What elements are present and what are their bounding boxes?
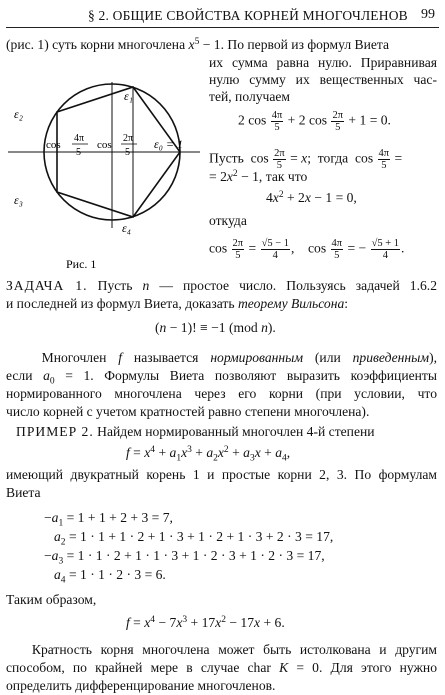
def-line-1: Многочлен f называется нормированным (или приведенным), [6, 350, 437, 365]
label-e1: ε₁ [124, 89, 133, 103]
def-line-4: число корней с учетом кратностей равно степени многочлена). [6, 404, 370, 419]
substitution-line: Пусть cos $\frac{2\pi}{5}$ = x; тогда cos $\frac{4\pi}{5}$ = [209, 148, 403, 171]
equation-1: 2 cos $\frac{4\pi}{5}$ + 2 cos $\frac{2\pi}{5}$ + 1 = 0. [238, 110, 391, 133]
def-line-2: если $a_0 = 1$. Формулы Виета позволяют выразить коэффициенты [6, 368, 437, 387]
example-line-2: имеющий двукратный корень 1 и простые корни 2, 3. По формулам [6, 467, 437, 482]
label-e0: ε₀ = 1 [154, 137, 183, 151]
svg-text:cos: cos [97, 139, 112, 151]
example-2-heading: ПРИМЕР 2. Найдем нормированный многочлен 4-й степени [16, 424, 375, 439]
intro-line-4: тей, получаем [209, 89, 291, 104]
svg-text:4π: 4π [74, 133, 85, 144]
vieta-row-3: $-a_3 = 1 \cdot 1 \cdot 2 + 1 \cdot 1 \cdot 3 + 1 \cdot 2 \cdot 3 + 1 \cdot 2 \cdot 3 = 17$, [44, 548, 325, 567]
label-cos-2pi-5 [97, 133, 137, 158]
closing-line-1: Кратность корня многочлена может быть истолкована и другим [31, 642, 437, 657]
label-cos-4pi-5 [46, 133, 88, 158]
intro-line-3: нулю сумму их вещественных час- [209, 72, 437, 87]
thus: Таким образом, [6, 592, 97, 607]
task-1-line-1: ЗАДАЧА 1. Пусть n — простое число. Пользуясь задачей 1.6.2 [6, 278, 437, 293]
running-header-title: § 2. ОБЩИЕ СВОЙСТВА КОРНЕЙ МНОГОЧЛЕНОВ [88, 8, 408, 23]
page-number: 99 [421, 7, 435, 22]
header-rule [6, 27, 439, 28]
figure-unit-circle [6, 78, 206, 274]
svg-text:5: 5 [125, 147, 130, 158]
figure-caption: Рис. 1 [66, 257, 97, 271]
example-line-3: Виета [6, 485, 41, 500]
final-polynomial: $f = x^4 - 7x^3 + 17x^2 - 17x + 6$. [126, 615, 285, 630]
intro-line-1: (рис. 1) суть корни многочлена $x^5 - 1$. По первой из формул Виета [6, 37, 390, 52]
running-header [0, 4, 445, 26]
example-polynomial: $f = x^4 + a_1x^3 + a_2x^2 + a_3x + a_4$, [126, 445, 291, 464]
equation-3: cos $\frac{2\pi}{5}$ = $\frac{√5 - 1}{4}$ , cos $\frac{4\pi}{5}$ = − $\frac{√5 + 1}{4}$ . [209, 238, 405, 261]
svg-text:cos: cos [46, 139, 61, 151]
intro-line-2: их сумма равна нулю. Приравнивая [209, 55, 437, 70]
wilson-formula: (n − 1)! ≡ −1 (mod n). [155, 320, 276, 335]
task-1-line-2: и последней из формул Виета, доказать теорему Вильсона: [6, 296, 349, 311]
svg-text:5: 5 [76, 147, 81, 158]
vieta-row-4: $a_4 = 1 \cdot 1 \cdot 2 \cdot 3 = 6$. [54, 567, 166, 586]
vieta-row-1: $-a_1 = 1 + 1 + 2 + 3 = 7$, [44, 510, 173, 529]
def-line-3: нормированного многочлена через его корни (при условии, что [6, 386, 437, 401]
label-e2: ε₂ [14, 107, 23, 121]
equation-2: $4x^2 + 2x - 1 = 0$, [266, 190, 357, 205]
label-e3: ε₃ [14, 193, 23, 207]
whence: откуда [209, 213, 247, 228]
svg-text:2π: 2π [123, 133, 134, 144]
closing-line-3: определить дифференцирование многочленов. [6, 678, 276, 693]
vieta-row-2: $a_2 = 1 \cdot 1 + 1 \cdot 2 + 1 \cdot 3 + 1 \cdot 2 + 1 \cdot 3 + 2 \cdot 3 = 17$, [54, 529, 334, 548]
closing-line-2: способом, по крайней мере в случае char K = 0. Для этого нужно [6, 660, 437, 675]
label-e4: ε₄ [122, 221, 131, 235]
substitution-line-2: = $2x^2 - 1$, так что [209, 169, 308, 184]
